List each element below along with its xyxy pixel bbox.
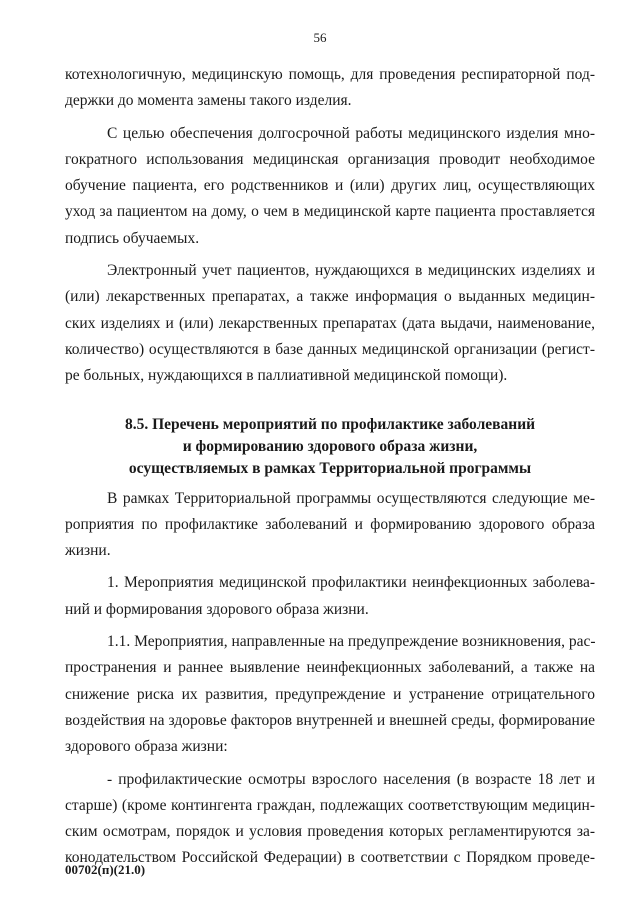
text-line: С целью обеспечения долгосрочной работы медицинского изделия мно-	[107, 124, 595, 142]
text-line: В рамках Территориальной программы осуществляются следующие ме-	[107, 489, 595, 507]
text-line: котехнологичную, медицинскую помощь, для проведения респираторной под-	[65, 66, 595, 83]
paragraph	[65, 62, 595, 115]
text-line: старше) (кроме контингента граждан, подлежащих соответствующим медицин-	[65, 796, 595, 814]
text-line: держки до момента замены такого изделия.	[65, 92, 352, 110]
paragraph	[65, 121, 595, 252]
text-line: воздействия на здоровье факторов внутренней и внешней среды, формирование	[65, 711, 595, 729]
text-line: - профилактические осмотры взрослого населения (в возрасте 18 лет и	[107, 770, 595, 788]
text-line: пространения и раннее выявление неинфекционных заболеваний, а также на	[65, 659, 595, 677]
paragraph	[65, 570, 595, 623]
text-line: ре больных, нуждающихся в паллиативной медицинской помощи).	[65, 367, 508, 385]
text-line: ским осмотрам, порядок и условия проведения которых регламентируются за-	[65, 823, 595, 841]
text-line: ний и формирования здорового образа жизни.	[65, 600, 369, 618]
document-code: 00702(п)(21.0)	[65, 862, 146, 877]
text-line: уход за пациентом на дому, о чем в медицинской карте пациента проставляется	[65, 203, 595, 221]
text-line: снижение риска их развития, предупреждение и устранение отрицательного	[65, 685, 595, 703]
paragraph	[65, 258, 595, 389]
text-line: 1.1. Мероприятия, направленные на предупреждение возникновения, рас-	[107, 633, 596, 651]
section-heading-line: 8.5. Перечень мероприятий по профилактике заболеваний	[124, 415, 536, 433]
paragraph	[65, 629, 595, 760]
paragraph	[65, 767, 595, 872]
section-heading-line: осуществляемых в рамках Территориальной программы	[128, 459, 532, 477]
section-heading	[65, 414, 595, 480]
text-line: гократного использования медицинская организация проводит необходимое	[65, 150, 595, 168]
section-heading-line: и формированию здорового образа жизни,	[182, 437, 478, 455]
text-line: жизни.	[65, 542, 111, 560]
text-line: здорового образа жизни:	[65, 738, 228, 756]
text-line: подпись обучаемых.	[65, 229, 200, 247]
text-line: (или) лекарственных препаратах, а также информация о выданных медицин-	[65, 288, 595, 306]
text-line: количество) осуществляются в базе данных медицинской организации (регист-	[65, 340, 595, 358]
text-line: 1. Мероприятия медицинской профилактики неинфекционных заболева-	[107, 574, 595, 592]
page-body	[65, 62, 595, 872]
text-line: роприятия по профилактике заболеваний и формированию здорового образа	[65, 515, 595, 533]
text-line: обучение пациента, его родственников и (или) других лиц, осуществляющих	[65, 177, 595, 195]
text-line: Электронный учет пациентов, нуждающихся в медицинских изделиях и	[107, 262, 595, 280]
paragraph	[65, 486, 595, 565]
text-line: ских изделиях и (или) лекарственных препаратах (дата выдачи, наименование,	[65, 314, 595, 332]
text-line: конодательством Российской Федерации) в соответствии с Порядком проведе-	[65, 849, 595, 867]
page-number: 56	[313, 30, 327, 45]
